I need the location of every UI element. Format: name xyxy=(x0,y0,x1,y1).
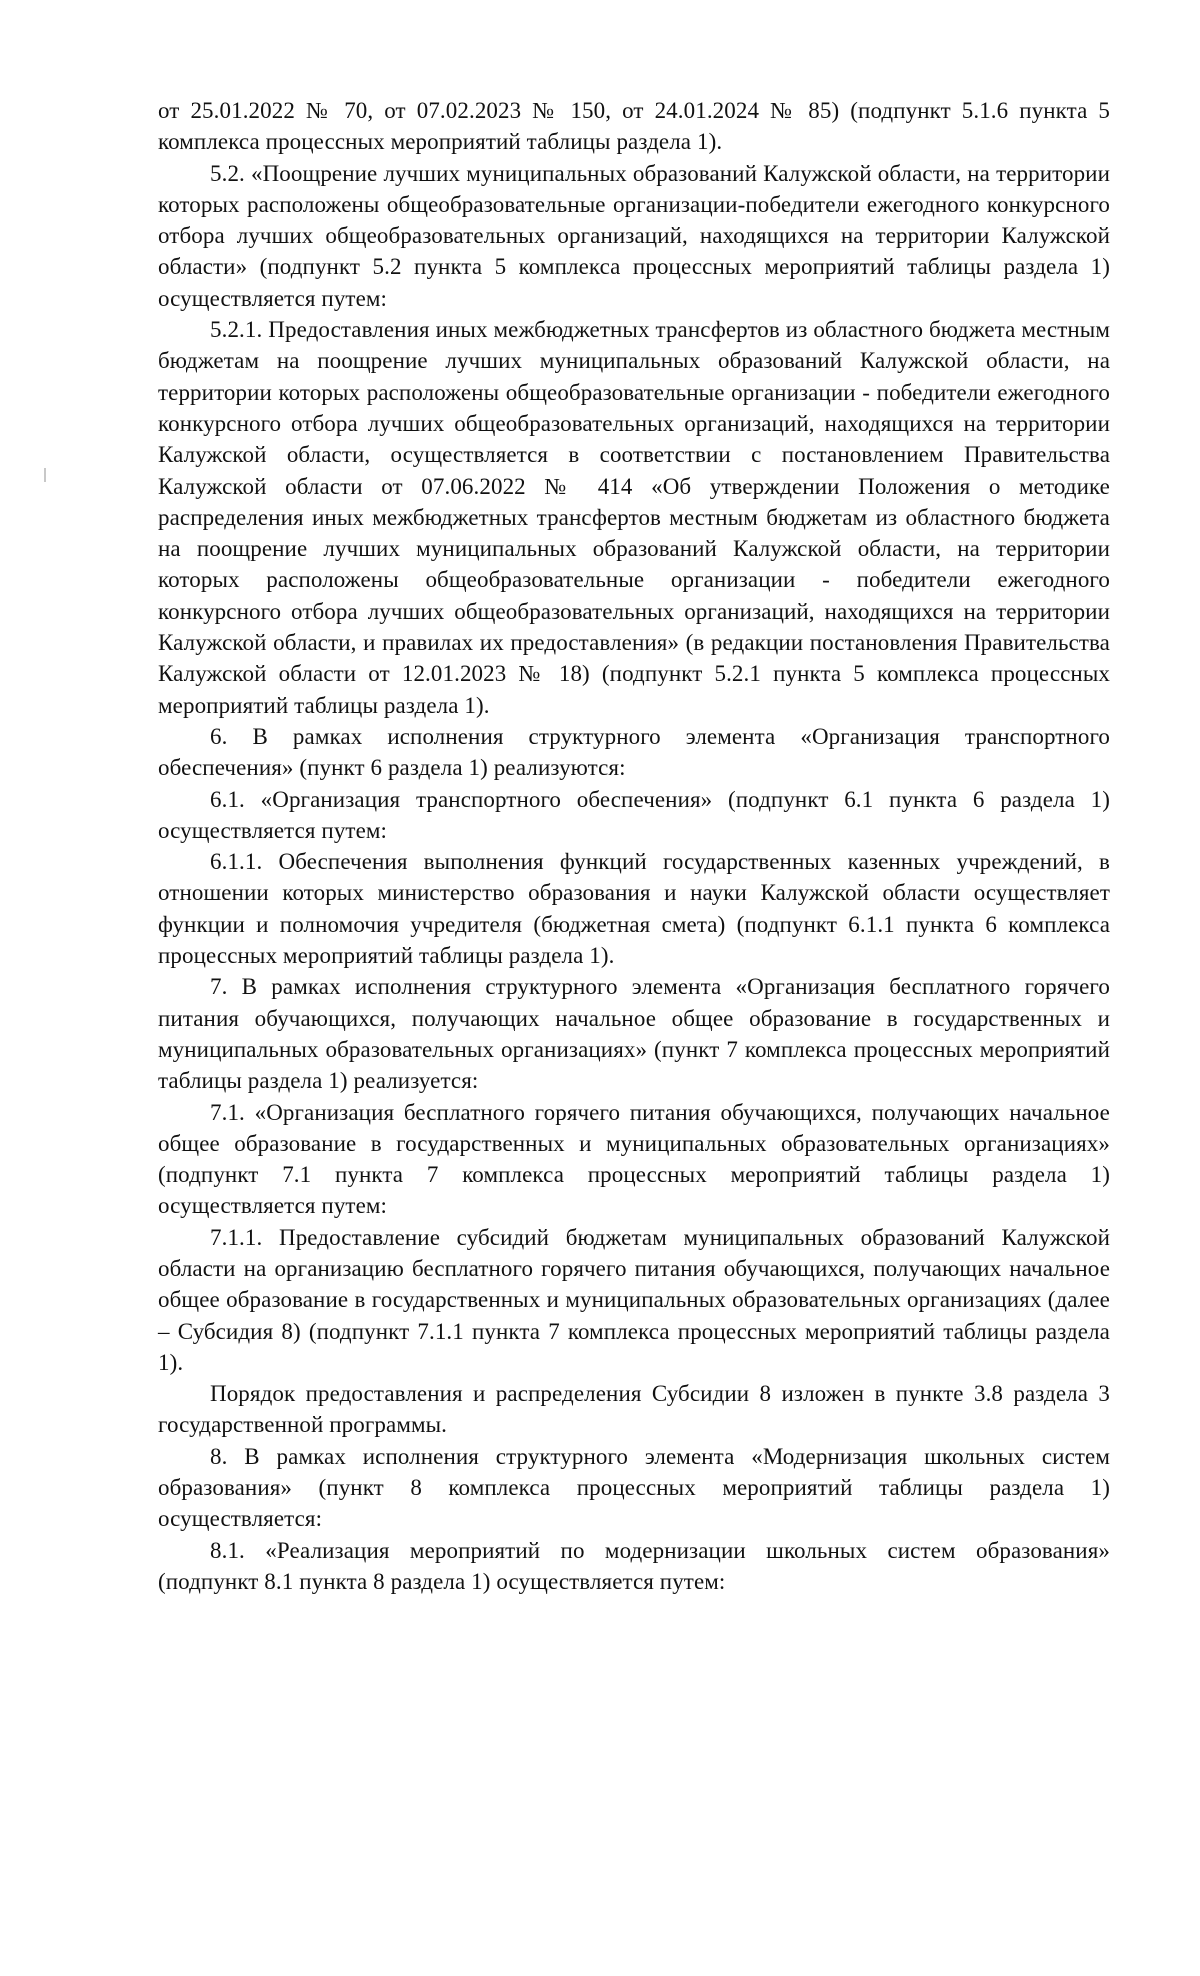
paragraph-subsidy-8-order: Порядок предоставления и распределения Субсидии 8 изложен в пункте 3.8 раздела 3 государственной программы. xyxy=(158,1381,1110,1438)
paragraph-6-1-1: 6.1.1. Обеспечения выполнения функций государственных казенных учреждений, в отношении которых министерство образования и науки Калужской области осуществляет функции и полномочия учредителя (бюджетная смета) (подпункт 6.1.1 пункта 6 комплекса процессных мероприятий таблицы раздела 1). xyxy=(158,849,1110,969)
paragraph-5-2: 5.2. «Поощрение лучших муниципальных образований Калужской области, на территории которых расположены общеобразовательные организации-победители ежегодного конкурсного отбора лучших общеобразовательных организаций, находящихся на территории Калужской области» (подпункт 5.2 пункта 5 комплекса процессных мероприятий таблицы раздела 1) осуществляется путем: xyxy=(158,160,1110,311)
paragraph-6-1: 6.1. «Организация транспортного обеспечения» (подпункт 6.1 пункта 6 раздела 1) осуществляется путем: xyxy=(158,786,1110,843)
paragraph-5-2-1: 5.2.1. Предоставления иных межбюджетных трансфертов из областного бюджета местным бюджетам на поощрение лучших муниципальных образований Калужской области, на территории которых расположены общеобразовательные организации - победители ежегодного конкурсного отбора лучших общеобразовательных организаций, находящихся на территории Калужской области, осуществляется в соответствии с постановлением Правительства Калужской области от 07.06.2022 № 414 «Об утверждении Положения о методике распределения иных межбюджетных трансфертов местным бюджетам из областного бюджета на поощрение лучших муниципальных образований Калужской области, на территории которых расположены общеобразовательные организации - победители ежегодного конкурсного отбора лучших общеобразовательных организаций, находящихся на территории Калужской области, и правилах их предоставления» (в редакции постановления Правительства Калужской области от 12.01.2023 № 18) (подпункт 5.2.1 пункта 5 комплекса процессных мероприятий таблицы раздела 1). xyxy=(158,317,1110,718)
paragraph-7-1: 7.1. «Организация бесплатного горячего питания обучающихся, получающих начальное общее образование в государственных и муниципальных образовательных организациях» (подпункт 7.1 пункта 7 комплекса процессных мероприятий таблицы раздела 1) осуществляется путем: xyxy=(158,1099,1110,1219)
paragraph-8: 8. В рамках исполнения структурного элемента «Модернизация школьных систем образования» (пункт 8 комплекса процессных мероприятий таблицы раздела 1) осуществляется: xyxy=(158,1443,1110,1532)
document-body xyxy=(158,95,1110,1597)
paragraph-7-1-1: 7.1.1. Предоставление субсидий бюджетам муниципальных образований Калужской области на организацию бесплатного горячего питания обучающихся, получающих начальное общее образование в государственных и муниципальных образовательных организациях (далее – Субсидия 8) (подпункт 7.1.1 пункта 7 комплекса процессных мероприятий таблицы раздела 1). xyxy=(158,1224,1110,1375)
scan-artifact xyxy=(44,468,46,482)
paragraph-7: 7. В рамках исполнения структурного элемента «Организация бесплатного горячего питания обучающихся, получающих начальное общее образование в государственных и муниципальных образовательных организациях» (пункт 7 комплекса процессных мероприятий таблицы раздела 1) реализуется: xyxy=(158,974,1110,1094)
paragraph-6: 6. В рамках исполнения структурного элемента «Организация транспортного обеспечения» (пункт 6 раздела 1) реализуются: xyxy=(158,723,1110,781)
paragraph-8-1: 8.1. «Реализация мероприятий по модернизации школьных систем образования» (подпункт 8.1 пункта 8 раздела 1) осуществляется путем: xyxy=(158,1537,1110,1594)
paragraph-5-1-6-tail: от 25.01.2022 № 70, от 07.02.2023 № 150, от 24.01.2024 № 85) (подпункт 5.1.6 пункта 5 комплекса процессных мероприятий таблицы раздела 1). xyxy=(158,98,1110,155)
